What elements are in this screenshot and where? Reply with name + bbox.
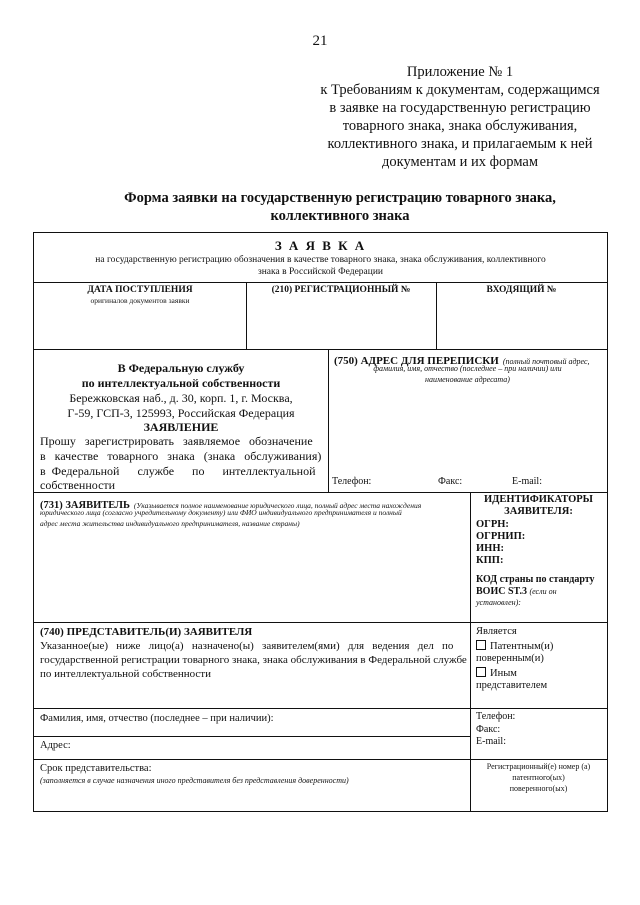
option-label-cont: поверенным(и) [476, 653, 544, 664]
addressee-address: Г-59, ГСП-3, 125993, Российская Федерация [67, 406, 295, 420]
identifiers-title: ИДЕНТИФИКАТОРЫ [484, 494, 593, 505]
receipt-date-sublabel: оригиналов документов заявки [90, 296, 190, 305]
appendix-line: коллективного знака, и прилагаемым к ней [327, 136, 593, 152]
country-code-label: КОД страны по стандарту [476, 574, 595, 585]
country-code-note: (если он [529, 587, 557, 596]
statement-text: Прошу зарегистрировать заявляемое обозначение [40, 434, 313, 448]
divider [34, 282, 607, 283]
divider [34, 349, 607, 350]
application-form [33, 232, 608, 812]
statement-text: в качестве товарного знака (знака обслуживания) [40, 449, 322, 463]
correspondence-fax-label: Факс: [438, 476, 463, 487]
divider [34, 736, 470, 737]
checkbox[interactable] [476, 640, 486, 650]
registration-number-label: (210) РЕГИСТРАЦИОННЫЙ № [271, 285, 411, 295]
representative-label: (740) ПРЕДСТАВИТЕЛЬ(И) ЗАЯВИТЕЛЯ [40, 626, 253, 638]
applicant-note: юридического лица (согласно учредительному документу) или ФИО индивидуального предпринимателя и полный [40, 508, 402, 517]
statement-text: в Федеральной службе по интеллектуальной [40, 464, 316, 478]
correspondence-email-label: E-mail: [512, 476, 542, 487]
correspondence-label: (750) АДРЕС ДЛЯ ПЕРЕПИСКИ [334, 355, 499, 367]
representative-type-label: Является [476, 626, 517, 637]
address-label: Адрес: [40, 740, 71, 751]
divider [34, 759, 607, 760]
appendix-heading [295, 63, 625, 171]
ogrn-label: ОГРН: [476, 519, 509, 530]
appendix-line: к Требованиям к документам, содержащимся [320, 82, 600, 98]
applicant-label: (731) ЗАЯВИТЕЛЬ [40, 500, 130, 511]
representative-text: по интеллектуальной собственности [40, 668, 211, 680]
incoming-number-label: ВХОДЯЩИЙ № [486, 285, 557, 295]
addressee-name: В Федеральную службу [117, 361, 245, 375]
attorney-reg-number-label: поверенного(ых) [509, 784, 568, 793]
correspondence-note: (полный почтовый адрес, [502, 357, 590, 366]
appendix-line: товарного знака, знака обслуживания, [342, 118, 578, 134]
representative-text: Указанное(ые) ниже лицо(а) назначено(ы) заявителем(ями) для ведения дел по [40, 640, 454, 652]
form-title-line1: Форма заявки на государственную регистрацию товарного знака, [124, 190, 556, 206]
option-label: Патентным(и) [490, 641, 554, 652]
checkbox[interactable] [476, 667, 486, 677]
applicant-note: (Указывается полное наименование юридического лица, полный адрес места нахождения [133, 501, 422, 510]
patent-attorney-option[interactable] [476, 640, 553, 652]
country-code-note: установлен): [476, 598, 521, 607]
divider [34, 622, 607, 623]
attorney-reg-number-label: патентного(ых) [512, 773, 565, 782]
appendix-line: Приложение № 1 [406, 64, 514, 80]
page-number: 21 [312, 33, 328, 49]
option-label: Иным [490, 668, 517, 679]
appendix-line: в заявке на государственную регистрацию [329, 100, 591, 116]
term-note: (заполняется в случае назначения иного представителя без представления доверенности) [40, 776, 349, 785]
rep-email-label: E-mail: [476, 736, 506, 747]
addressee-name: по интеллектуальной собственности [81, 376, 281, 390]
applicant-note: адрес места жительства индивидуального предпринимателя, название страны) [40, 519, 300, 528]
representative-text: государственной регистрации товарного знака, знака обслуживания в Федеральной службе [40, 654, 467, 666]
rep-phone-label: Телефон: [476, 711, 516, 722]
correspondence-note: фамилия, имя, отчество (последнее – при наличии) или [373, 364, 562, 373]
form-title [40, 189, 640, 225]
full-name-label: Фамилия, имя, отчество (последнее – при наличии): [40, 713, 274, 724]
term-label: Срок представительства: [40, 763, 152, 774]
divider [34, 708, 607, 709]
identifiers-title: ЗАЯВИТЕЛЯ: [504, 506, 573, 517]
correspondence-note: наименование адресата) [425, 375, 510, 384]
statement-text: собственности [40, 478, 116, 492]
rep-fax-label: Факс: [476, 724, 501, 735]
application-subtitle: на государственную регистрацию обозначения в качестве товарного знака, знака обслуживания, коллективного [95, 255, 546, 265]
addressee-address: Бережковская наб., д. 30, корп. 1, г. Москва, [69, 391, 293, 405]
option-label-cont: представителем [476, 680, 548, 691]
ogrnip-label: ОГРНИП: [476, 531, 526, 542]
receipt-date-label: ДАТА ПОСТУПЛЕНИЯ [87, 285, 193, 295]
attorney-reg-number-label: Регистрационный(е) номер (а) [486, 762, 591, 771]
application-title: З А Я В К А [274, 238, 367, 253]
other-representative-option[interactable] [476, 667, 517, 679]
correspondence-phone-label: Телефон: [332, 476, 372, 487]
kpp-label: КПП: [476, 555, 504, 566]
form-title-line2: коллективного знака [270, 208, 410, 224]
statement-title: ЗАЯВЛЕНИЕ [143, 420, 219, 434]
application-subtitle: знака в Российской Федерации [257, 267, 384, 277]
appendix-line: документам и их формам [381, 154, 539, 170]
country-code-label: ВОИС ST.3 [476, 586, 527, 597]
inn-label: ИНН: [476, 543, 504, 554]
